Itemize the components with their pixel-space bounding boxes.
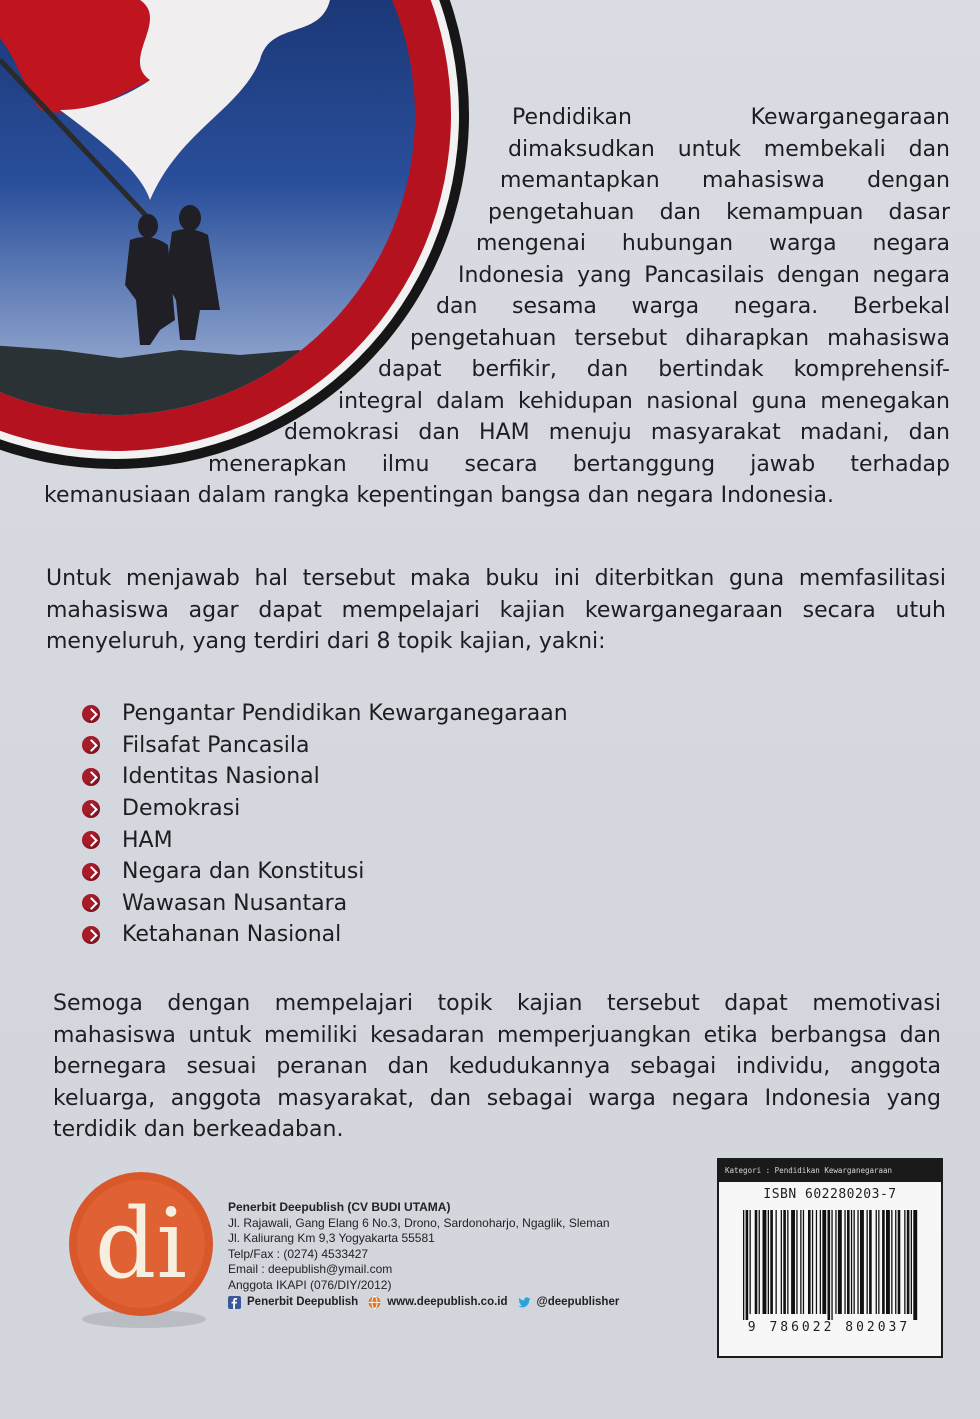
publisher-ikapi: Anggota IKAPI (076/DIY/2012) xyxy=(228,1277,392,1292)
check-bullet-icon xyxy=(82,705,100,723)
social-links xyxy=(228,1295,629,1311)
globe-icon xyxy=(368,1296,381,1309)
barcode-bar xyxy=(770,1210,773,1314)
website-label: www.deepublish.co.id xyxy=(387,1296,508,1308)
barcode-bar xyxy=(759,1210,760,1314)
facebook-link[interactable] xyxy=(228,1295,358,1311)
publisher-phone: Telp/Fax : (0274) 4533427 xyxy=(228,1246,369,1261)
barcode-bar xyxy=(783,1210,786,1314)
barcode-bar xyxy=(808,1210,811,1314)
topic-label: Identitas Nasional xyxy=(122,764,320,790)
barcode-bar xyxy=(791,1210,795,1314)
isbn-barcode xyxy=(717,1158,943,1358)
barcode-bar xyxy=(838,1210,842,1314)
barcode-bar xyxy=(911,1210,912,1314)
check-bullet-icon xyxy=(82,800,100,818)
publisher-info xyxy=(228,1200,629,1311)
barcode-bar xyxy=(776,1210,777,1314)
barcode-bar xyxy=(781,1210,782,1314)
check-bullet-icon xyxy=(82,736,100,754)
topic-label: Pengantar Pendidikan Kewarganegaraan xyxy=(122,701,568,727)
list-item xyxy=(82,761,568,793)
barcode-bar xyxy=(763,1210,767,1314)
topics-list xyxy=(82,698,568,951)
topic-label: Wawasan Nusantara xyxy=(122,890,348,916)
barcode-bar xyxy=(898,1210,901,1314)
website-link[interactable] xyxy=(368,1295,507,1311)
barcode-bar xyxy=(913,1210,917,1320)
intro-line: integral dalam kehidupan nasional guna menegakan xyxy=(338,388,950,414)
list-item xyxy=(82,919,568,951)
barcode-bar xyxy=(750,1210,751,1314)
barcode-bar xyxy=(768,1210,769,1314)
barcode-bar xyxy=(743,1210,744,1320)
intro-line: Pendidikan Kewarganegaraan xyxy=(512,105,950,130)
publisher-address-1: Jl. Rajawali, Gang Elang 6 No.3, Drono, Sardonoharjo, Ngaglik, Sleman xyxy=(228,1215,610,1230)
intro-line: pengetahuan tersebut diharapkan mahasiswa xyxy=(410,325,950,351)
intro-line: pengetahuan dan kemampuan dasar xyxy=(488,199,950,225)
list-item xyxy=(82,698,568,730)
barcode-bar xyxy=(835,1210,836,1314)
publisher-logo xyxy=(66,1172,216,1322)
list-item xyxy=(82,730,568,762)
barcode-bar xyxy=(828,1210,831,1320)
category-label: Kategori : Pendidikan Kewarganegaraan xyxy=(719,1160,941,1182)
barcode-bar xyxy=(787,1210,788,1314)
barcode-bar xyxy=(878,1210,879,1314)
check-bullet-icon xyxy=(82,768,100,786)
barcode-bar xyxy=(755,1210,758,1314)
facebook-label: Penerbit Deepublish xyxy=(247,1296,359,1308)
intro-line: dimaksudkan untuk membekali dan xyxy=(508,136,950,162)
barcode-bar xyxy=(812,1210,813,1314)
barcode-bar xyxy=(820,1210,821,1314)
intro-line: dan sesama warga negara. Berbekal xyxy=(436,294,950,319)
intro-line: kemanusiaan dalam rangka kepentingan bangsa dan negara Indonesia. xyxy=(44,483,834,508)
barcode-bar xyxy=(895,1210,896,1314)
barcode-bar xyxy=(822,1210,826,1314)
barcode-bar xyxy=(816,1210,817,1314)
intro-line: Indonesia yang Pancasilais dengan negara xyxy=(458,262,950,288)
intro-paragraph xyxy=(0,102,950,522)
twitter-link[interactable] xyxy=(518,1295,620,1311)
barcode-bar xyxy=(857,1210,858,1314)
twitter-icon xyxy=(518,1296,531,1309)
ean-digits: 9 786022 802037 xyxy=(747,1320,911,1335)
twitter-label: @deepublisher xyxy=(536,1296,620,1308)
barcode-bar xyxy=(803,1210,804,1314)
topic-label: Filsafat Pancasila xyxy=(122,732,310,758)
publisher-email: Email : deepublish@ymail.com xyxy=(228,1262,393,1276)
barcode-bar xyxy=(796,1210,797,1314)
barcode-bar xyxy=(800,1210,801,1314)
logo-letters: di xyxy=(94,1188,188,1300)
barcode-bar xyxy=(876,1210,877,1314)
barcode-bar xyxy=(831,1210,832,1320)
barcode-bar xyxy=(907,1210,910,1314)
barcode-bar xyxy=(854,1210,855,1314)
list-item xyxy=(82,888,568,920)
check-bullet-icon xyxy=(82,863,100,881)
check-bullet-icon xyxy=(82,894,100,912)
barcode-bar xyxy=(844,1210,845,1314)
check-bullet-icon xyxy=(82,831,100,849)
list-item xyxy=(82,856,568,888)
topic-label: HAM xyxy=(122,827,173,853)
barcode-bar xyxy=(904,1210,905,1314)
topic-label: Negara dan Konstitusi xyxy=(122,859,365,885)
intro-line: memantapkan mahasiswa dengan xyxy=(500,168,950,193)
barcode-bar xyxy=(869,1210,872,1314)
barcode-bar xyxy=(847,1210,850,1314)
isbn-text: ISBN 602280203-7 xyxy=(763,1187,897,1202)
barcode-bar xyxy=(886,1210,890,1314)
facebook-icon xyxy=(228,1296,241,1309)
barcode-bar xyxy=(746,1210,749,1320)
barcode-bar xyxy=(860,1210,864,1314)
intro-line: mengenai hubungan warga negara xyxy=(476,231,950,256)
intro-line: menerapkan ilmu secara bertanggung jawab terhadap xyxy=(208,451,950,477)
publisher-name: Penerbit Deepublish (CV BUDI UTAMA) xyxy=(228,1200,451,1214)
purpose-paragraph: Untuk menjawab hal tersebut maka buku ini diterbitkan guna memfasilitasi mahasiswa agar dapat mempelajari kajian kewarganegaraan secara utuh menyeluruh, yang terdiri dari 8 topik kajian, yakni: xyxy=(46,566,946,654)
closing-paragraph: Semoga dengan mempelajari topik kajian tersebut dapat memotivasi mahasiswa untuk memiliki kesadaran memperjuangkan etika berbangsa dan bernegara sesuai peranan dan kedudukannya sebagai individu, anggota keluarga, anggota masyarakat, dan sebagai warga negara Indonesia yang terdidik dan berkeadaban. xyxy=(53,991,941,1142)
barcode-bar xyxy=(882,1210,885,1314)
topic-label: Ketahanan Nasional xyxy=(122,922,342,948)
topic-label: Demokrasi xyxy=(122,796,241,822)
list-item xyxy=(82,824,568,856)
intro-line: demokrasi dan HAM menuju masyarakat madani, dan xyxy=(284,420,950,445)
check-bullet-icon xyxy=(82,926,100,944)
barcode-bar xyxy=(867,1210,868,1314)
intro-line: dapat berfikir, dan bertindak komprehensif- xyxy=(378,357,950,382)
barcode-bar xyxy=(891,1210,892,1314)
barcode-bars xyxy=(741,1210,921,1320)
list-item xyxy=(82,793,568,825)
publisher-address-2: Jl. Kaliurang Km 9,3 Yogyakarta 55581 xyxy=(228,1231,435,1245)
barcode-bar xyxy=(851,1210,852,1314)
